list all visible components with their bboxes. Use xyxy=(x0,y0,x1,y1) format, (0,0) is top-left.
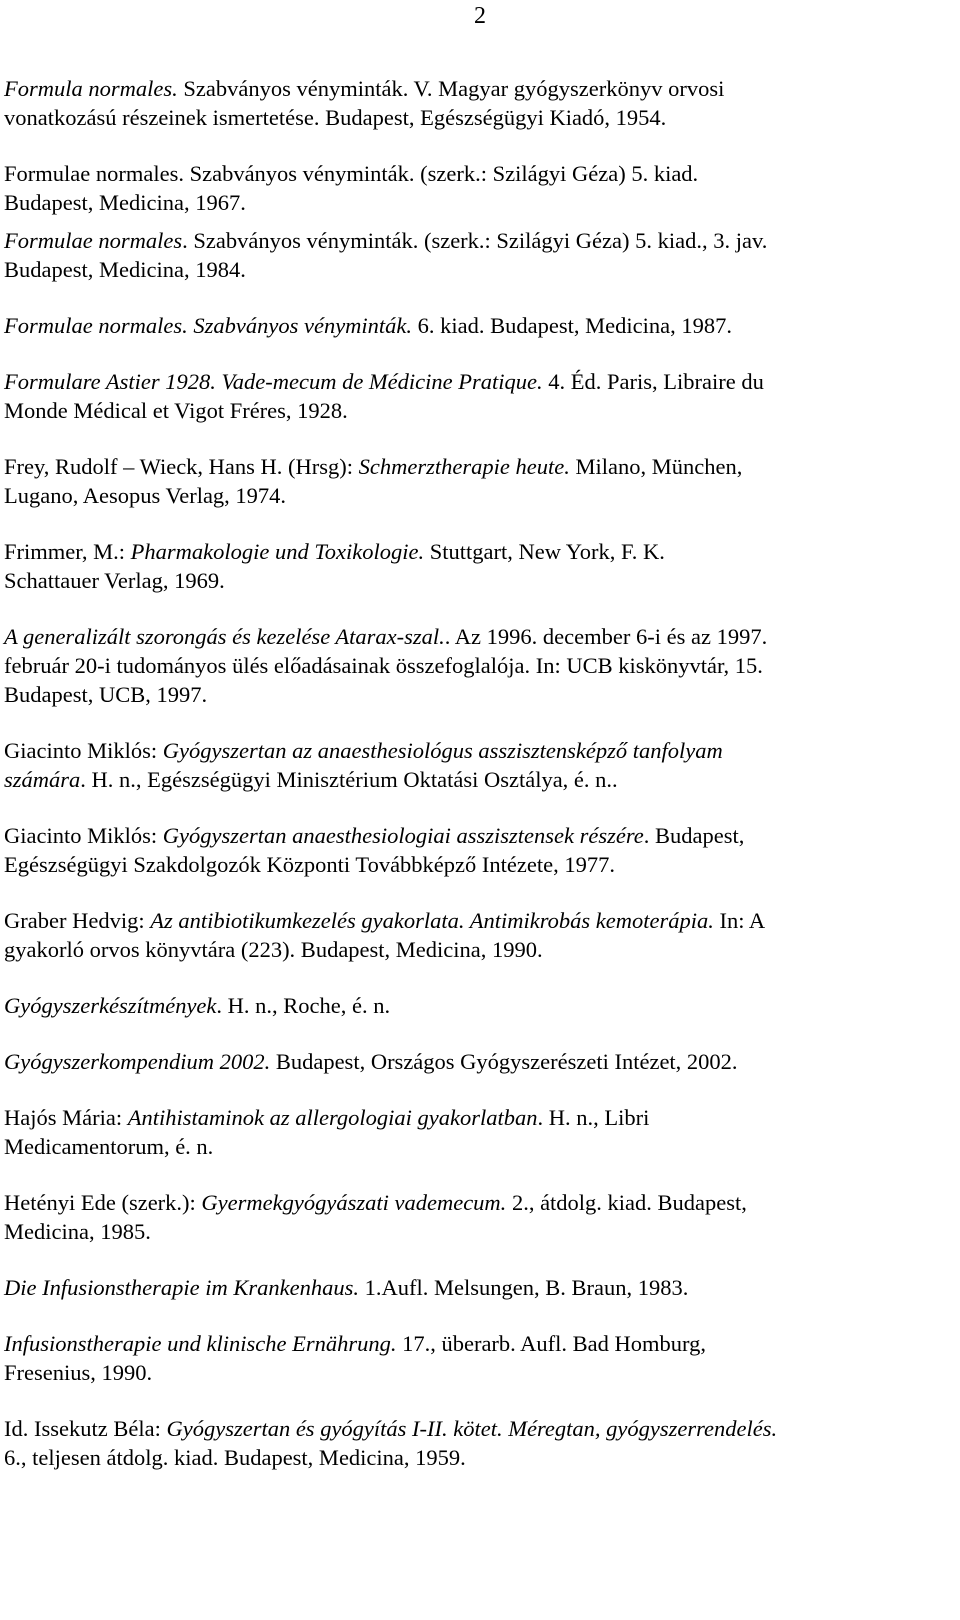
reference-line xyxy=(4,103,934,132)
reference-line xyxy=(4,1047,934,1076)
reference-text: Medicamentorum, é. n. xyxy=(4,1134,214,1159)
reference-entry xyxy=(4,74,934,132)
reference-title-text: Formulae normales. Szabványos vényminták. xyxy=(4,313,413,338)
reference-text: . Szabványos vényminták. (szerk.: Szilágyi Géza) 5. kiad., 3. jav. xyxy=(182,228,768,253)
reference-title-text: Die Infusionstherapie im Krankenhaus. xyxy=(4,1275,359,1300)
reference-line xyxy=(4,935,934,964)
reference-title-text: Gyógyszerkészítmények xyxy=(4,993,217,1018)
reference-entry xyxy=(4,991,934,1020)
reference-text: Frimmer, M.: xyxy=(4,539,131,564)
reference-line xyxy=(4,1273,934,1302)
reference-title-text: Formulae normales xyxy=(4,228,183,253)
reference-line xyxy=(4,74,934,103)
reference-line xyxy=(4,1217,934,1246)
reference-text: Formulae normales. Szabványos vényminták. (szerk.: Szilágyi Géza) 5. kiad. xyxy=(4,161,699,186)
reference-title-text: Gyógyszertan anaesthesiologiai asszisztensek részére xyxy=(162,823,644,848)
reference-text: . H. n., Egészségügyi Minisztérium Oktatási Osztálya, é. n.. xyxy=(80,767,618,792)
reference-title-text: Schmerztherapie heute. xyxy=(358,454,570,479)
reference-text: Frey, Rudolf – Wieck, Hans H. (Hrsg): xyxy=(4,454,359,479)
reference-title-text: Formulare Astier 1928. Vade-mecum de Médicine Pratique. xyxy=(4,369,543,394)
reference-entry xyxy=(4,1188,934,1246)
reference-line xyxy=(4,1414,934,1443)
page-number: 2 xyxy=(474,3,486,29)
reference-title-text: Az antibiotikumkezelés gyakorlata. Antimikrobás kemoterápia. xyxy=(150,908,714,933)
reference-text: Graber Hedvig: xyxy=(4,908,151,933)
reference-entry xyxy=(4,537,934,595)
reference-entry xyxy=(4,452,934,510)
reference-text: Budapest, Medicina, 1967. xyxy=(4,190,246,215)
reference-line xyxy=(4,566,934,595)
reference-text: . H. n., Libri xyxy=(537,1105,650,1130)
reference-entry xyxy=(4,622,934,709)
reference-entry xyxy=(4,1329,934,1387)
reference-entry xyxy=(4,311,934,340)
reference-entry xyxy=(4,367,934,425)
reference-text: 6. kiad. Budapest, Medicina, 1987. xyxy=(412,313,732,338)
reference-text: 4. Éd. Paris, Libraire du xyxy=(542,369,764,394)
reference-text: Budapest, Medicina, 1984. xyxy=(4,257,246,282)
reference-text: Budapest, Országos Gyógyszerészeti Intézet, 2002. xyxy=(270,1049,738,1074)
reference-line xyxy=(4,850,934,879)
reference-text: 1.Aufl. Melsungen, B. Braun, 1983. xyxy=(358,1275,689,1300)
reference-text: Monde Médical et Vigot Fréres, 1928. xyxy=(4,398,348,423)
reference-title-text: Gyógyszertan és gyógyítás I-II. kötet. Méregtan, gyógyszerrendelés. xyxy=(166,1416,778,1441)
reference-line xyxy=(4,906,934,935)
reference-title-text: Pharmakologie und Toxikologie. xyxy=(130,539,425,564)
reference-text: gyakorló orvos könyvtára (223). Budapest, Medicina, 1990. xyxy=(4,937,543,962)
reference-line xyxy=(4,255,934,284)
reference-line xyxy=(4,1188,934,1217)
reference-text: 2., átdolg. kiad. Budapest, xyxy=(506,1190,747,1215)
reference-line xyxy=(4,680,934,709)
reference-line xyxy=(4,1358,934,1387)
reference-line xyxy=(4,452,934,481)
reference-line xyxy=(4,537,934,566)
reference-entry xyxy=(4,821,934,879)
reference-line xyxy=(4,1103,934,1132)
reference-list xyxy=(4,74,934,1499)
reference-line xyxy=(4,1443,934,1472)
reference-line xyxy=(4,651,934,680)
reference-text: . H. n., Roche, é. n. xyxy=(216,993,391,1018)
reference-text: vonatkozású részeinek ismertetése. Budapest, Egészségügyi Kiadó, 1954. xyxy=(4,105,667,130)
reference-line xyxy=(4,311,934,340)
reference-title-text: A generalizált szorongás és kezelése Atarax-szal. xyxy=(4,624,445,649)
reference-text: . Budapest, xyxy=(643,823,745,848)
reference-title-text: Gyógyszerkompendium 2002. xyxy=(4,1049,271,1074)
reference-text: Egészségügyi Szakdolgozók Központi Továbbképző Intézete, 1977. xyxy=(4,852,615,877)
reference-text: Budapest, UCB, 1997. xyxy=(4,682,208,707)
reference-line xyxy=(4,736,934,765)
reference-title-text: Formula normales. xyxy=(4,76,178,101)
reference-title-text: Antihistaminok az allergologiai gyakorlatban xyxy=(127,1105,538,1130)
reference-entry xyxy=(4,906,934,964)
reference-text: Hetényi Ede (szerk.): xyxy=(4,1190,202,1215)
reference-text: Stuttgart, New York, F. K. xyxy=(424,539,665,564)
reference-text: Milano, München, xyxy=(569,454,743,479)
reference-text: Medicina, 1985. xyxy=(4,1219,151,1244)
reference-text: Id. Issekutz Béla: xyxy=(4,1416,167,1441)
reference-line xyxy=(4,991,934,1020)
reference-text: Giacinto Miklós: xyxy=(4,738,163,763)
reference-entry xyxy=(4,159,934,217)
reference-text: . Az 1996. december 6-i és az 1997. xyxy=(444,624,768,649)
reference-entry xyxy=(4,1047,934,1076)
reference-text: Fresenius, 1990. xyxy=(4,1360,153,1385)
reference-entry xyxy=(4,1273,934,1302)
reference-line xyxy=(4,188,934,217)
reference-entry xyxy=(4,736,934,794)
reference-line xyxy=(4,226,934,255)
reference-line xyxy=(4,481,934,510)
reference-title-text: Gyermekgyógyászati vademecum. xyxy=(201,1190,507,1215)
reference-text: 6., teljesen átdolg. kiad. Budapest, Medicina, 1959. xyxy=(4,1445,466,1470)
reference-line xyxy=(4,1329,934,1358)
reference-line xyxy=(4,622,934,651)
reference-line xyxy=(4,367,934,396)
reference-title-text: számára xyxy=(4,767,81,792)
reference-entry xyxy=(4,226,934,284)
reference-entry xyxy=(4,1414,934,1472)
reference-title-text: Infusionstherapie und klinische Ernährung. xyxy=(4,1331,397,1356)
reference-title-text: Gyógyszertan az anaesthesiológus asszisztensképző tanfolyam xyxy=(162,738,723,763)
reference-text: 17., überarb. Aufl. Bad Homburg, xyxy=(396,1331,707,1356)
reference-line xyxy=(4,1132,934,1161)
reference-text: Schattauer Verlag, 1969. xyxy=(4,568,225,593)
reference-text: Giacinto Miklós: xyxy=(4,823,163,848)
reference-text: In: A xyxy=(713,908,766,933)
reference-text: február 20-i tudományos ülés előadásainak összefoglalója. In: UCB kiskönyvtár, 15. xyxy=(4,653,763,678)
reference-line xyxy=(4,159,934,188)
reference-line xyxy=(4,396,934,425)
reference-text: Szabványos vényminták. V. Magyar gyógyszerkönyv orvosi xyxy=(177,76,725,101)
reference-text: Hajós Mária: xyxy=(4,1105,128,1130)
reference-line xyxy=(4,821,934,850)
reference-text: Lugano, Aesopus Verlag, 1974. xyxy=(4,483,287,508)
reference-entry xyxy=(4,1103,934,1161)
reference-line xyxy=(4,765,934,794)
